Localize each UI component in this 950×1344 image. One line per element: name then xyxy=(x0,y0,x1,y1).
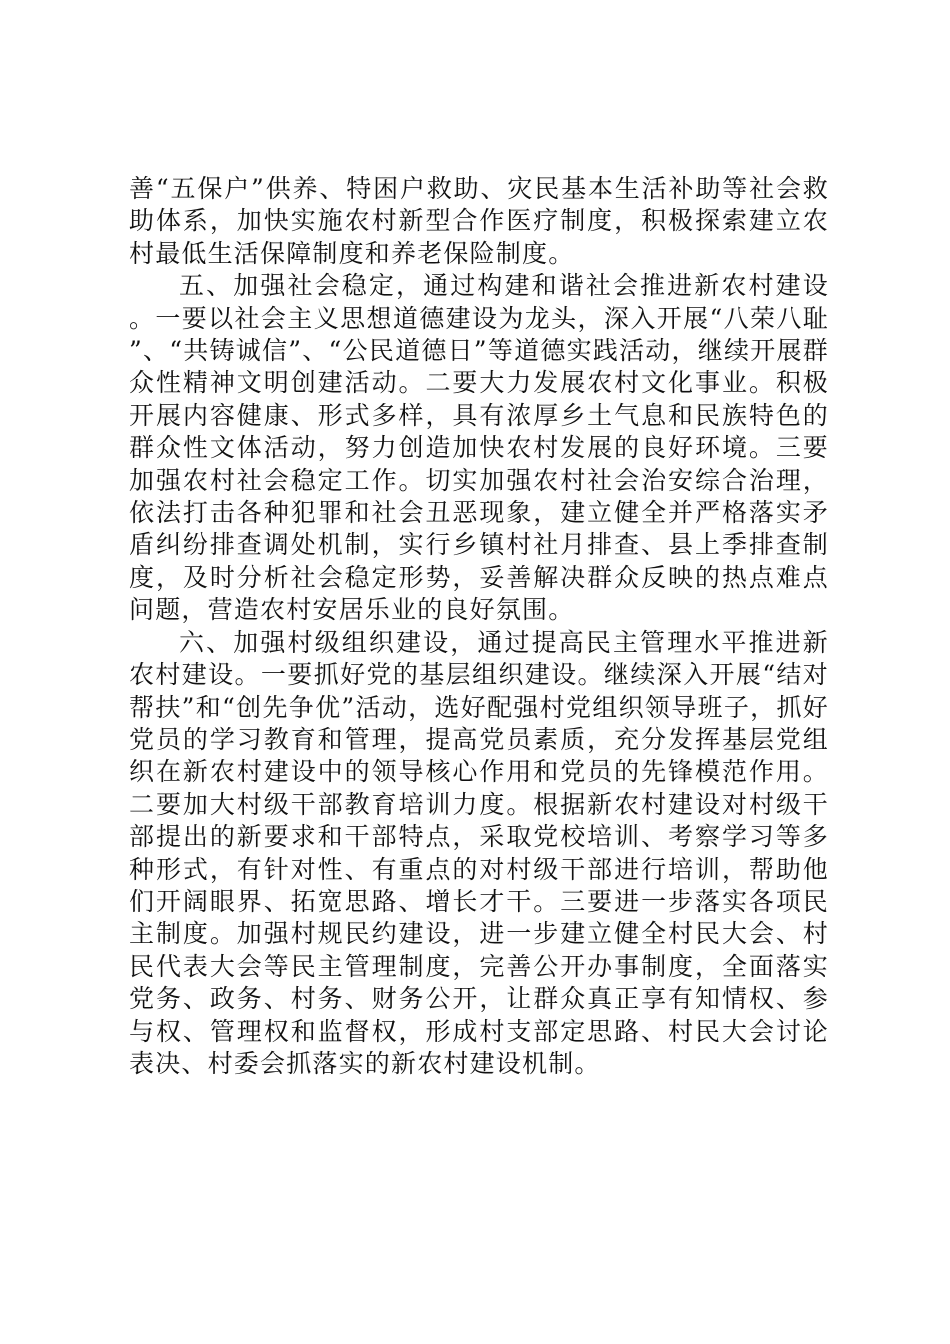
paragraph-continuation: 善“五保户”供养、特困户救助、灾民基本生活补助等社会救助体系，加快实施农村新型合作医疗制度，积极探索建立农村最低生活保障制度和养老保险制度。 xyxy=(129,174,829,268)
paragraph-village-organization: 六、加强村级组织建设，通过提高民主管理水平推进新农村建设。一要抓好党的基层组织建设。继续深入开展“结对帮扶”和“创先争优”活动，选好配强村党组织领导班子，抓好党员的学习教育和管理，提高党员素质，充分发挥基层党组织在新农村建设中的领导核心作用和党员的先锋模范作用。二要加大村级干部教育培训力度。根据新农村建设对村级干部提出的新要求和干部特点，采取党校培训、考察学习等多种形式，有针对性、有重点的对村级干部进行培训，帮助他们开阔眼界、拓宽思路、增长才干。三要进一步落实各项民主制度。加强村规民约建设，进一步建立健全村民大会、村民代表大会等民主管理制度，完善公开办事制度，全面落实党务、政务、村务、财务公开，让群众真正享有知情权、参与权、管理权和监督权，形成村支部定思路、村民大会讨论表决、村委会抓落实的新农村建设机制。 xyxy=(129,627,829,1078)
paragraph-social-stability: 五、加强社会稳定，通过构建和谐社会推进新农村建设。一要以社会主义思想道德建设为龙头，深入开展“八荣八耻”、“共铸诚信”、“公民道德日”等道德实践活动，继续开展群众性精神文明创建活动。二要大力发展农村文化事业。积极开展内容健康、形式多样，具有浓厚乡土气息和民族特色的群众性文体活动，努力创造加快农村发展的良好环境。三要加强农村社会稳定工作。切实加强农村社会治安综合治理，依法打击各种犯罪和社会丑恶现象，建立健全并严格落实矛盾纠纷排查调处机制，实行乡镇村社月排查、县上季排查制度，及时分析社会稳定形势，妥善解决群众反映的热点难点问题，营造农村安居乐业的良好氛围。 xyxy=(129,271,829,625)
document-body xyxy=(129,173,829,1080)
